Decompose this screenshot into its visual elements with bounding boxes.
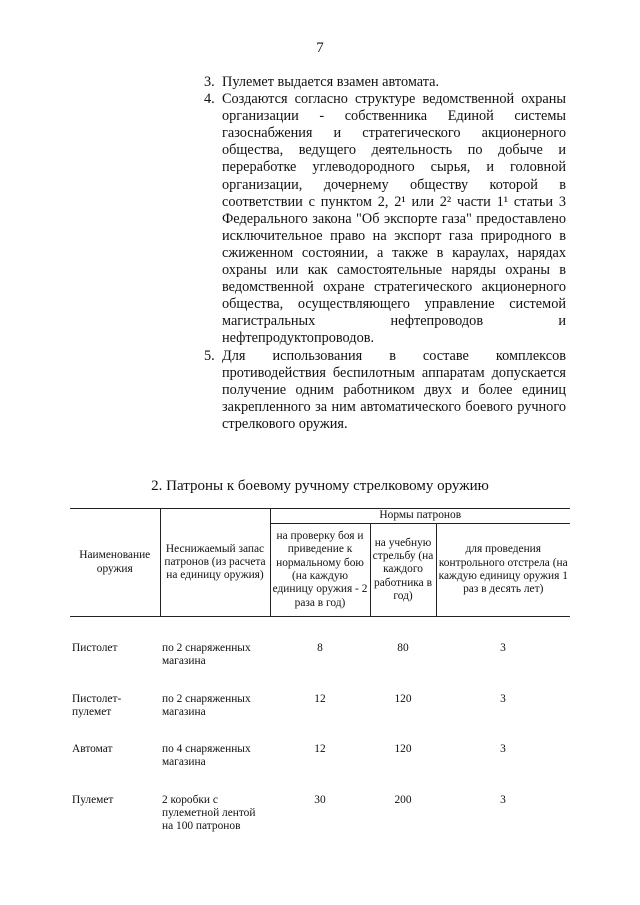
cell-reserve: по 2 снаряженных магазина	[162, 692, 251, 718]
cell-weapon: Пистолет-пулемет	[72, 692, 122, 718]
cell-training: 80	[397, 642, 409, 654]
table-row	[70, 770, 570, 834]
cell-control: 3	[500, 692, 506, 705]
header-weapon: Наименование оружия	[70, 509, 160, 617]
cell-reserve: 2 коробки с пулеметной лентой на 100 патронов	[162, 793, 256, 833]
note-3	[204, 74, 566, 91]
cell-control: 3	[500, 793, 506, 806]
cell-weapon: Пистолет	[72, 642, 118, 654]
cell-reserve: по 4 снаряженных магазина	[162, 743, 251, 769]
footnotes	[204, 74, 566, 433]
cell-control: 3	[500, 642, 506, 654]
note-text: Для использования в составе комплексов противодействия беспилотным аппаратам допускается получение одним работником двух и более единиц закрепленного за ним автоматического боевого ручного стрелкового оружия.	[222, 347, 566, 432]
header-training: на учебную стрельбу (на каждого работника в год)	[370, 524, 436, 617]
note-text: Создаются согласно структуре ведомственной охраны организации - собственника Единой системы газоснабжения и стратегического акционерного общества, ведущего деятельность по добыче и переработке углеводородного сырья, и головной организации, дочернему обществу которой в соответствии с пунктом 2, 2¹ или 2² части 1¹ статьи 3 Федерального закона "Об экспорте газа" предоставлено исключительное право на экспорт газа природного в сжиженном состоянии, а также в караулах, нарядах охраны или как самостоятельные наряды охраны в ведомственной охране стратегического акционерного общества, осуществляющего управление системой магистральных нефтепроводов и нефтепродуктопроводов.	[222, 91, 566, 347]
cell-check: 30	[314, 793, 326, 806]
table-row	[70, 617, 570, 669]
table-title: 2. Патроны к боевому ручному стрелковому оружию	[151, 478, 489, 494]
cell-check: 12	[314, 692, 326, 705]
cell-check: 8	[317, 642, 323, 654]
table-row	[70, 719, 570, 770]
header-check: на проверку боя и приведение к нормальному бою (на каждую единицу оружия - 2 раза в год)	[270, 524, 370, 617]
cell-reserve: по 2 снаряженных магазина	[162, 642, 251, 668]
note-5	[204, 348, 566, 433]
cell-training: 200	[394, 793, 412, 806]
cell-weapon: Пулемет	[72, 793, 114, 806]
cell-training: 120	[394, 743, 412, 756]
header-norms-group: Нормы патронов	[270, 509, 570, 524]
note-text: Пулемет выдается взамен автомата.	[222, 74, 440, 90]
note-number: 4.	[204, 91, 215, 108]
cell-training: 120	[394, 692, 412, 705]
cell-weapon: Автомат	[72, 743, 113, 756]
note-4	[204, 91, 566, 347]
header-control: для проведения контрольного отстрела (на каждую единицу оружия 1 раз в десять лет)	[436, 524, 570, 617]
header-reserve: Неснижаемый запас патронов (из расчета на единицу оружия)	[160, 509, 270, 617]
note-number: 3.	[204, 74, 215, 90]
cell-control: 3	[500, 743, 506, 756]
note-number: 5.	[204, 347, 215, 364]
ammunition-table	[70, 508, 570, 834]
page-number: 7	[316, 40, 324, 56]
table-row	[70, 669, 570, 720]
cell-check: 12	[314, 743, 326, 756]
